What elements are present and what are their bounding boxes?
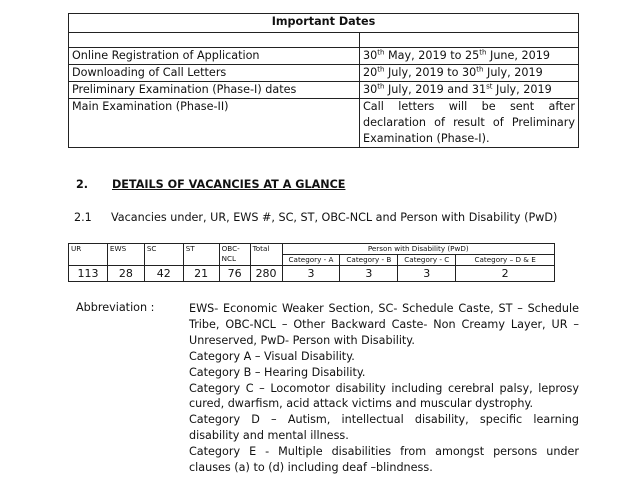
header-ur: UR	[69, 244, 108, 266]
dates-table-title: Important Dates	[69, 14, 579, 33]
pwd-category: Category - C	[398, 255, 456, 266]
dates-row	[69, 65, 579, 82]
event-label: Preliminary Examination (Phase-I) dates	[69, 82, 360, 99]
abbreviation-line: Category D – Autism, intellectual disability, specific learning disability and mental illness.	[189, 413, 579, 443]
header-ews: EWS	[107, 244, 144, 266]
header-st: ST	[183, 244, 219, 266]
abbreviation-line: EWS- Economic Weaker Section, SC- Schedule Caste, ST – Schedule Tribe, OBC-NCL – Other Backward Caste- Non Creamy Layer, UR – Unreserved, PwD- Person with Disability.	[189, 302, 579, 347]
section-number: 2.	[76, 178, 89, 191]
value-pwd-de: 2	[456, 266, 555, 282]
value-total: 280	[250, 266, 282, 282]
event-date: 20th July, 2019 to 30th July, 2019	[360, 65, 579, 82]
value-pwd-a: 3	[282, 266, 340, 282]
subsection-heading	[74, 211, 558, 224]
event-label: Online Registration of Application	[69, 48, 360, 65]
abbreviation-line: Category C – Locomotor disability including cerebral palsy, leprosy cured, dwarfism, acid attack victims and muscular dystrophy.	[189, 381, 579, 411]
abbreviation-line: Category A – Visual Disability.	[189, 349, 355, 363]
vacancy-header-row	[69, 244, 555, 255]
value-st: 21	[183, 266, 219, 282]
pwd-category: Category - B	[340, 255, 398, 266]
event-label: Main Examination (Phase-II)	[69, 99, 360, 148]
event-date: 30th July, 2019 and 31st July, 2019	[360, 82, 579, 99]
subsection-number: 2.1	[74, 211, 92, 224]
vacancy-values-row	[69, 266, 555, 282]
event-label: Downloading of Call Letters	[69, 65, 360, 82]
header-sc: SC	[144, 244, 183, 266]
value-sc: 42	[144, 266, 183, 282]
vacancy-table	[68, 243, 555, 282]
event-date: Call letters will be sent after declaration of result of Preliminary Examination (Phase-I).	[360, 99, 579, 148]
dates-row	[69, 48, 579, 65]
header-total: Total	[250, 244, 282, 266]
value-ews: 28	[107, 266, 144, 282]
value-pwd-c: 3	[398, 266, 456, 282]
pwd-category: Category - A	[282, 255, 340, 266]
dates-spacer-row	[69, 33, 579, 48]
subsection-title: Vacancies under, UR, EWS #, SC, ST, OBC-NCL and Person with Disability (PwD)	[111, 211, 558, 224]
dates-row	[69, 82, 579, 99]
value-ur: 113	[69, 266, 108, 282]
abbreviation-label: Abbreviation :	[76, 301, 155, 314]
dates-row	[69, 99, 579, 148]
abbreviation-line: Category B – Hearing Disability.	[189, 365, 366, 379]
value-pwd-b: 3	[340, 266, 398, 282]
pwd-category: Category – D & E	[456, 255, 555, 266]
abbreviation-line: Category E - Multiple disabilities from amongst persons under clauses (a) to (d) including deaf –blindness.	[189, 445, 579, 475]
important-dates-table	[68, 13, 579, 148]
event-date: 30th May, 2019 to 25th June, 2019	[360, 48, 579, 65]
section-title: DETAILS OF VACANCIES AT A GLANCE	[112, 178, 346, 191]
value-obc-ncl: 76	[219, 266, 250, 282]
header-pwd: Person with Disability (PwD)	[282, 244, 554, 255]
section-heading	[76, 178, 346, 191]
header-obc-ncl: OBC- NCL	[219, 244, 250, 266]
abbreviation-list	[189, 301, 579, 476]
dates-header-row	[69, 14, 579, 33]
